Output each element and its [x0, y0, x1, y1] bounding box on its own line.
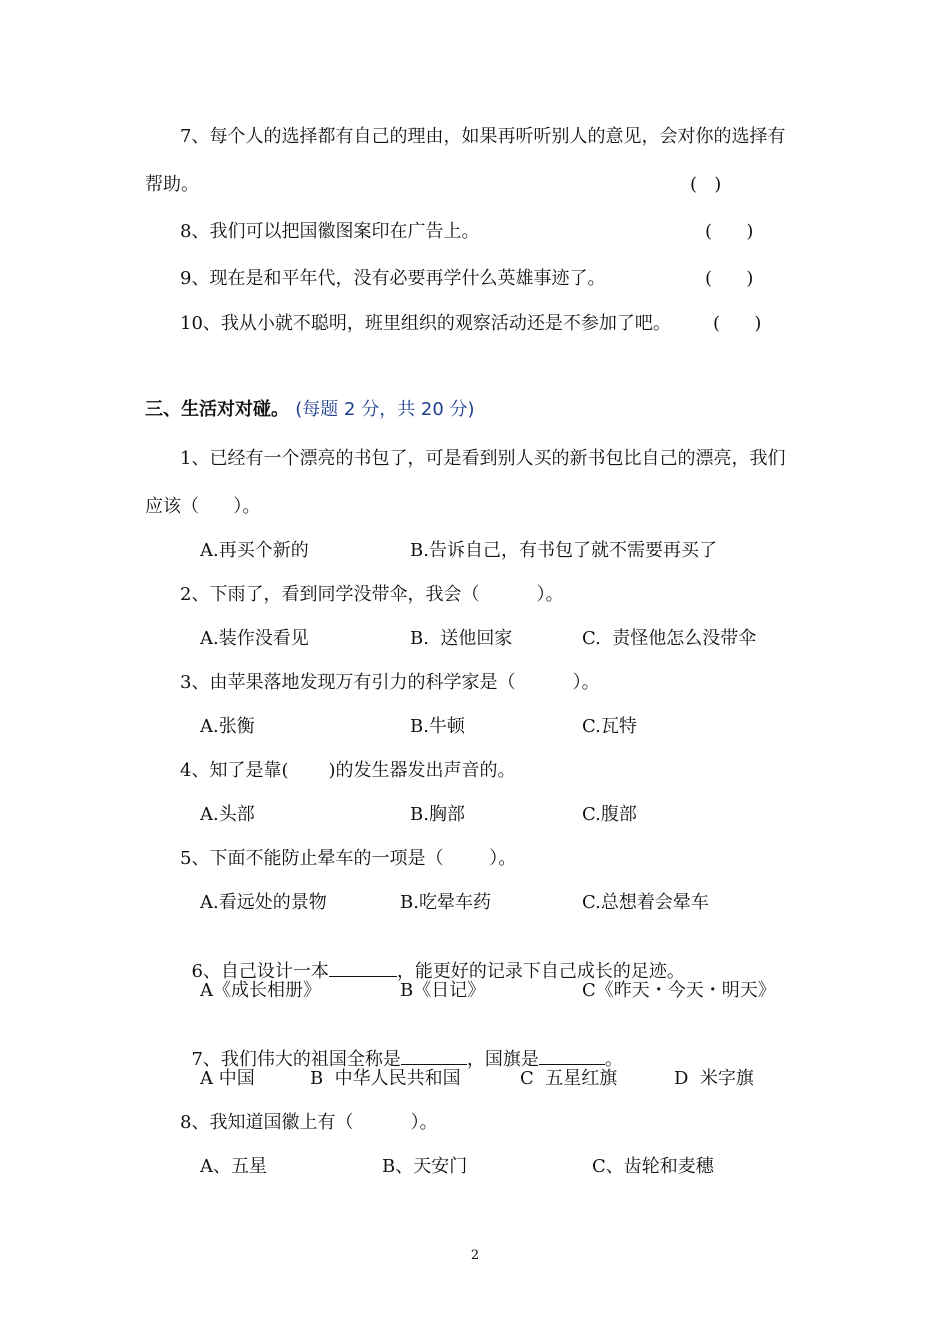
- mc-q7-option-c[interactable]: C 五星红旗: [520, 1068, 618, 1089]
- section3-score: (每题 2 分，共 20 分): [295, 399, 475, 420]
- mc-q4: 4、知了是靠( )的发生器发出声音的。: [180, 760, 516, 781]
- judge-q7-line2: 帮助。: [145, 174, 199, 195]
- mc-q5-option-c[interactable]: C.总想着会晕车: [582, 892, 709, 913]
- mc-q3-option-a[interactable]: A.张衡: [200, 716, 255, 737]
- mc-q7-text-pre: 7、我们伟大的祖国全称是: [191, 1049, 401, 1070]
- mc-q3-option-b[interactable]: B.牛顿: [410, 716, 465, 737]
- mc-q7-text-mid: ，国旗是: [466, 1049, 539, 1070]
- mc-q6-option-c[interactable]: C《昨天・今天・明天》: [582, 980, 776, 1001]
- judge-q8-answer-paren[interactable]: ( ): [705, 221, 754, 242]
- judge-q10-answer-paren[interactable]: ( ): [713, 313, 762, 334]
- judge-q10: 10、我从小就不聪明，班里组织的观察活动还是不参加了吧。: [180, 313, 671, 334]
- mc-q5: 5、下面不能防止晕车的一项是（ ）。: [180, 848, 517, 869]
- mc-q2-option-c[interactable]: C. 责怪他怎么没带伞: [582, 628, 757, 649]
- page-number: 2: [470, 1248, 480, 1263]
- mc-q6-option-a[interactable]: A《成长相册》: [200, 980, 321, 1001]
- mc-q3: 3、由苹果落地发现万有引力的科学家是（ ）。: [180, 672, 600, 693]
- mc-q3-option-c[interactable]: C.瓦特: [582, 716, 637, 737]
- mc-q7-blank-name[interactable]: [401, 1046, 467, 1065]
- mc-q7-option-d[interactable]: D 米字旗: [674, 1068, 754, 1089]
- mc-q6: [180, 936, 685, 983]
- mc-q1-option-b[interactable]: B.告诉自己，有书包了就不需要再买了: [410, 540, 717, 561]
- judge-q8: 8、我们可以把国徽图案印在广告上。: [180, 221, 480, 242]
- judge-q7-answer-paren[interactable]: ( ): [690, 174, 722, 195]
- mc-q5-option-a[interactable]: A.看远处的景物: [200, 892, 327, 913]
- mc-q1-option-a[interactable]: A.再买个新的: [200, 540, 309, 561]
- mc-q8-option-a[interactable]: A、五星: [200, 1156, 267, 1177]
- mc-q8: 8、我知道国徽上有（ ）。: [180, 1112, 438, 1133]
- mc-q1-line1: 1、已经有一个漂亮的书包了，可是看到别人买的新书包比自己的漂亮，我们: [180, 448, 786, 469]
- mc-q8-option-c[interactable]: C、齿轮和麦穗: [592, 1156, 714, 1177]
- mc-q7-option-a[interactable]: A 中国: [200, 1068, 255, 1089]
- mc-q4-option-c[interactable]: C.腹部: [582, 804, 637, 825]
- judge-q9: 9、现在是和平年代，没有必要再学什么英雄事迹了。: [180, 268, 606, 289]
- mc-q1-line2: 应该（ ）。: [145, 496, 261, 517]
- mc-q7: [180, 1024, 623, 1071]
- mc-q6-blank[interactable]: [329, 958, 397, 977]
- mc-q4-option-b[interactable]: B.胸部: [410, 804, 465, 825]
- mc-q5-option-b[interactable]: B.吃晕车药: [400, 892, 491, 913]
- section3-heading: [145, 398, 475, 422]
- judge-q9-answer-paren[interactable]: ( ): [705, 268, 754, 289]
- mc-q4-option-a[interactable]: A.头部: [200, 804, 255, 825]
- judge-q7-line1: 7、每个人的选择都有自己的理由，如果再听听别人的意见，会对你的选择有: [180, 126, 786, 147]
- mc-q7-blank-flag[interactable]: [539, 1046, 605, 1065]
- mc-q2-option-b[interactable]: B. 送他回家: [410, 628, 513, 649]
- mc-q6-text-pre: 6、自己设计一本: [191, 961, 329, 982]
- section3-title: 三、生活对对碰。: [145, 399, 289, 420]
- mc-q6-text-post: ，能更好的记录下自己成长的足迹。: [396, 961, 685, 982]
- mc-q2: 2、下雨了，看到同学没带伞，我会（ ）。: [180, 584, 564, 605]
- mc-q2-option-a[interactable]: A.装作没看见: [200, 628, 309, 649]
- mc-q7-text-post: 。: [604, 1049, 623, 1070]
- mc-q6-option-b[interactable]: B《日记》: [400, 980, 486, 1001]
- mc-q8-option-b[interactable]: B、天安门: [382, 1156, 468, 1177]
- mc-q7-option-b[interactable]: B 中华人民共和国: [310, 1068, 461, 1089]
